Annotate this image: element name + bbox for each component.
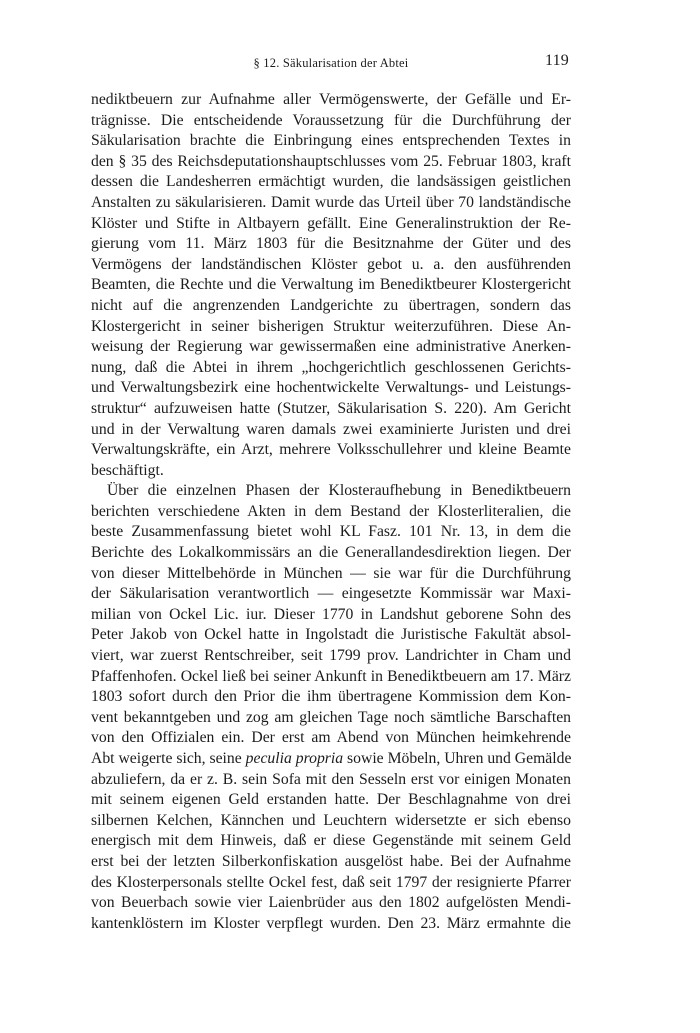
running-title: § 12. Säkularisation der Abtei [253,56,409,70]
text-line: energisch mit dem Hinweis, daß er diese Gegenstände mit seinem Geld [91,832,571,850]
text-line: struktur“ aufzuweisen hatte (Stutzer, Säkularisation S. 220). Am Gericht [91,399,571,417]
text-line: Klostergericht in seiner bisherigen Struktur weiterzuführen. Diese An- [91,317,571,335]
text-line: vent bekanntgeben und zog am gleichen Tage noch sämtliche Barschaften [91,708,571,726]
text-line: viert, war zuerst Rentschreiber, seit 1799 prov. Landrichter in Cham und [91,647,571,665]
text-line: Vermögens der landständischen Klöster gebot u. a. den ausführenden [91,255,571,273]
text-line: milian von Ockel Lic. iur. Dieser 1770 in Landshut geborene Sohn des [91,605,571,623]
body-text [91,90,571,934]
text-line: Beamten, die Rechte und die Verwaltung im Benediktbeurer Klostergericht [91,276,571,294]
text-line-with-italic [91,749,571,770]
text-line: nicht auf die angrenzenden Landgerichte zu übertragen, sondern das [91,296,571,314]
text-line: silbernen Kelchen, Kännchen und Leuchtern widersetzte er sich ebenso [91,811,571,829]
text-line: mit seinem eigenen Geld erstanden hatte. Der Beschlagnahme von drei [91,791,571,809]
text-line: nung, daß die Abtei in ihrem „hochgerichtlich geschlossenen Gerichts- [91,358,571,376]
page-number: 119 [544,52,569,69]
text-line: und Verwaltungsbezirk eine hochentwickelte Verwaltungs- und Leistungs- [91,379,571,397]
text-line: des Klosterpersonals stellte Ockel fest, daß seit 1797 der resignierte Pfarrer [91,873,571,891]
text-line: und in der Verwaltung waren damals zwei examinierte Juristen und drei [91,420,571,438]
text-line: Säkularisation brachte die Einbringung eines entsprechenden Textes in [91,132,571,150]
text-line: beschäftigt. [91,461,164,479]
text-segment: sowie Möbeln, Uhren und Gemälde [343,750,572,767]
text-line: kantenklöstern im Kloster verpflegt wurden. Den 23. März ermahnte die [91,914,571,932]
running-header [91,50,571,78]
text-line: der Säkularisation verantwortlich — eingesetzte Kommissär war Maxi- [91,585,571,603]
text-line: den § 35 des Reichsdeputationshauptschlusses vom 25. Februar 1803, kraft [91,152,571,170]
text-segment: Abt weigerte sich, seine [91,750,246,767]
text-line: trägnisse. Die entscheidende Voraussetzung für die Durchführung der [91,111,571,129]
italic-term: peculia propria [245,750,344,767]
text-line: Berichte des Lokalkommissärs an die Generallandesdirektion liegen. Der [91,544,571,562]
text-line: Über die einzelnen Phasen der Klosteraufhebung in Benediktbeuern [107,482,571,500]
text-line: 1803 sofort durch den Prior die ihm übertragene Kommission dem Kon- [91,688,571,706]
text-line: dessen die Landesherren ermächtigt wurden, die landsässigen geistlichen [91,173,571,191]
text-line: Klöster und Stifte in Altbayern gefällt. Eine Generalinstruktion der Re- [91,214,571,232]
text-line: von Beuerbach sowie vier Laienbrüder aus den 1802 aufgelösten Mendi- [91,894,571,912]
document-page [91,50,571,934]
text-line: berichten verschiedene Akten in dem Bestand der Klosterliteralien, die [91,502,571,520]
text-line: von den Offizialen ein. Der erst am Abend von München heimkehrende [91,729,571,747]
text-line: erst bei der letzten Silberkonfiskation ausgelöst habe. Bei der Aufnahme [91,852,571,870]
text-line: abzuliefern, da er z. B. sein Sofa mit den Sesseln erst vor einigen Monaten [91,770,571,788]
text-line: beste Zusammenfassung bietet wohl KL Fasz. 101 Nr. 13, in dem die [91,523,571,541]
text-line: gierung vom 11. März 1803 für die Besitznahme der Güter und des [91,235,571,253]
text-line: Anstalten zu säkularisieren. Damit wurde das Urteil über 70 landständische [91,193,571,211]
text-line: Peter Jakob von Ockel hatte in Ingolstadt die Juristische Fakultät absol- [91,626,571,644]
text-line: nediktbeuern zur Aufnahme aller Vermögenswerte, der Gefälle und Er- [91,91,571,108]
text-line: weisung der Regierung war gewissermaßen eine administrative Anerken- [91,338,571,356]
text-line: Verwaltungskräfte, ein Arzt, mehrere Volksschullehrer und kleine Beamte [91,441,571,459]
text-line: Pfaffenhofen. Ockel ließ bei seiner Ankunft in Benediktbeuern am 17. März [91,667,571,685]
text-line: von dieser Mittelbehörde in München — sie war für die Durchführung [91,564,571,582]
